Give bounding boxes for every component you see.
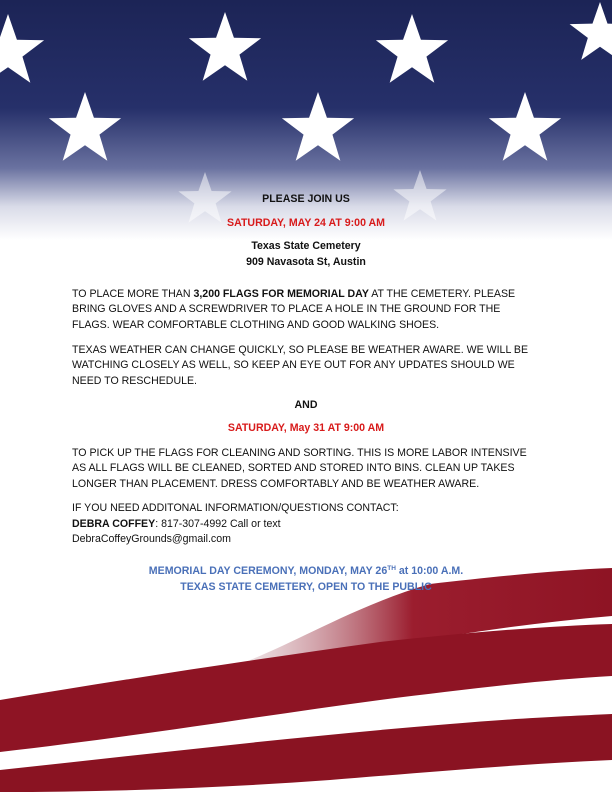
placement-paragraph xyxy=(72,287,540,333)
para1-post: AT THE CEMETERY. PLEASE BRING GLOVES AND A SCREWDRIVER TO PLACE A HOLE IN THE GROUND FOR THE FLAGS. WEAR COMFORTABLE CLOTHING AND GOOD WALKING SHOES. xyxy=(72,288,516,331)
contact-email[interactable]: DebraCoffeyGrounds@gmail.com xyxy=(72,533,231,545)
event1-date: SATURDAY, MAY 24 AT 9:00 AM xyxy=(227,217,385,229)
contact-intro: IF YOU NEED ADDITONAL INFORMATION/QUESTIONS CONTACT: xyxy=(72,502,399,514)
venue-name: Texas State Cemetery xyxy=(251,240,361,252)
weather-paragraph: TEXAS WEATHER CAN CHANGE QUICKLY, SO PLEASE BE WEATHER AWARE. WE WILL BE WATCHING CLOSELY AS WELL, SO KEEP AN EYE OUT FOR ANY UPDATES SHOULD WE NEED TO RESCHEDULE. xyxy=(72,344,529,387)
and-separator: AND xyxy=(294,399,318,411)
ceremony-sup: TH xyxy=(387,565,396,572)
contact-phone: : 817-307-4992 Call or text xyxy=(155,518,281,530)
contact-line xyxy=(72,517,540,532)
event2-date: SATURDAY, May 31 AT 9:00 AM xyxy=(227,422,385,434)
para1-bold: 3,200 FLAGS FOR MEMORIAL DAY xyxy=(193,288,369,300)
ceremony-line xyxy=(72,564,540,579)
ceremony-location: TEXAS STATE CEMETERY, OPEN TO THE PUBLIC xyxy=(180,581,432,593)
para1-pre: TO PLACE MORE THAN xyxy=(72,288,194,300)
contact-name: DEBRA COFFEY xyxy=(72,518,156,530)
invite-heading: PLEASE JOIN US xyxy=(262,193,350,205)
ceremony-pre: MEMORIAL DAY CEREMONY, MONDAY, MAY 26 xyxy=(148,565,388,577)
ceremony-post: at 10:00 A.M. xyxy=(395,565,464,577)
pickup-paragraph: TO PICK UP THE FLAGS FOR CLEANING AND SORTING. THIS IS MORE LABOR INTENSIVE AS ALL FLAGS WILL BE CLEANED, SORTED AND STORED INTO BINS. CLEAN UP TAKES LONGER THAN PLACEMENT. DRESS COMFORTABLY AND BE WEATHER AWARE. xyxy=(72,447,527,490)
venue-address: 909 Navasota St, Austin xyxy=(246,256,366,268)
